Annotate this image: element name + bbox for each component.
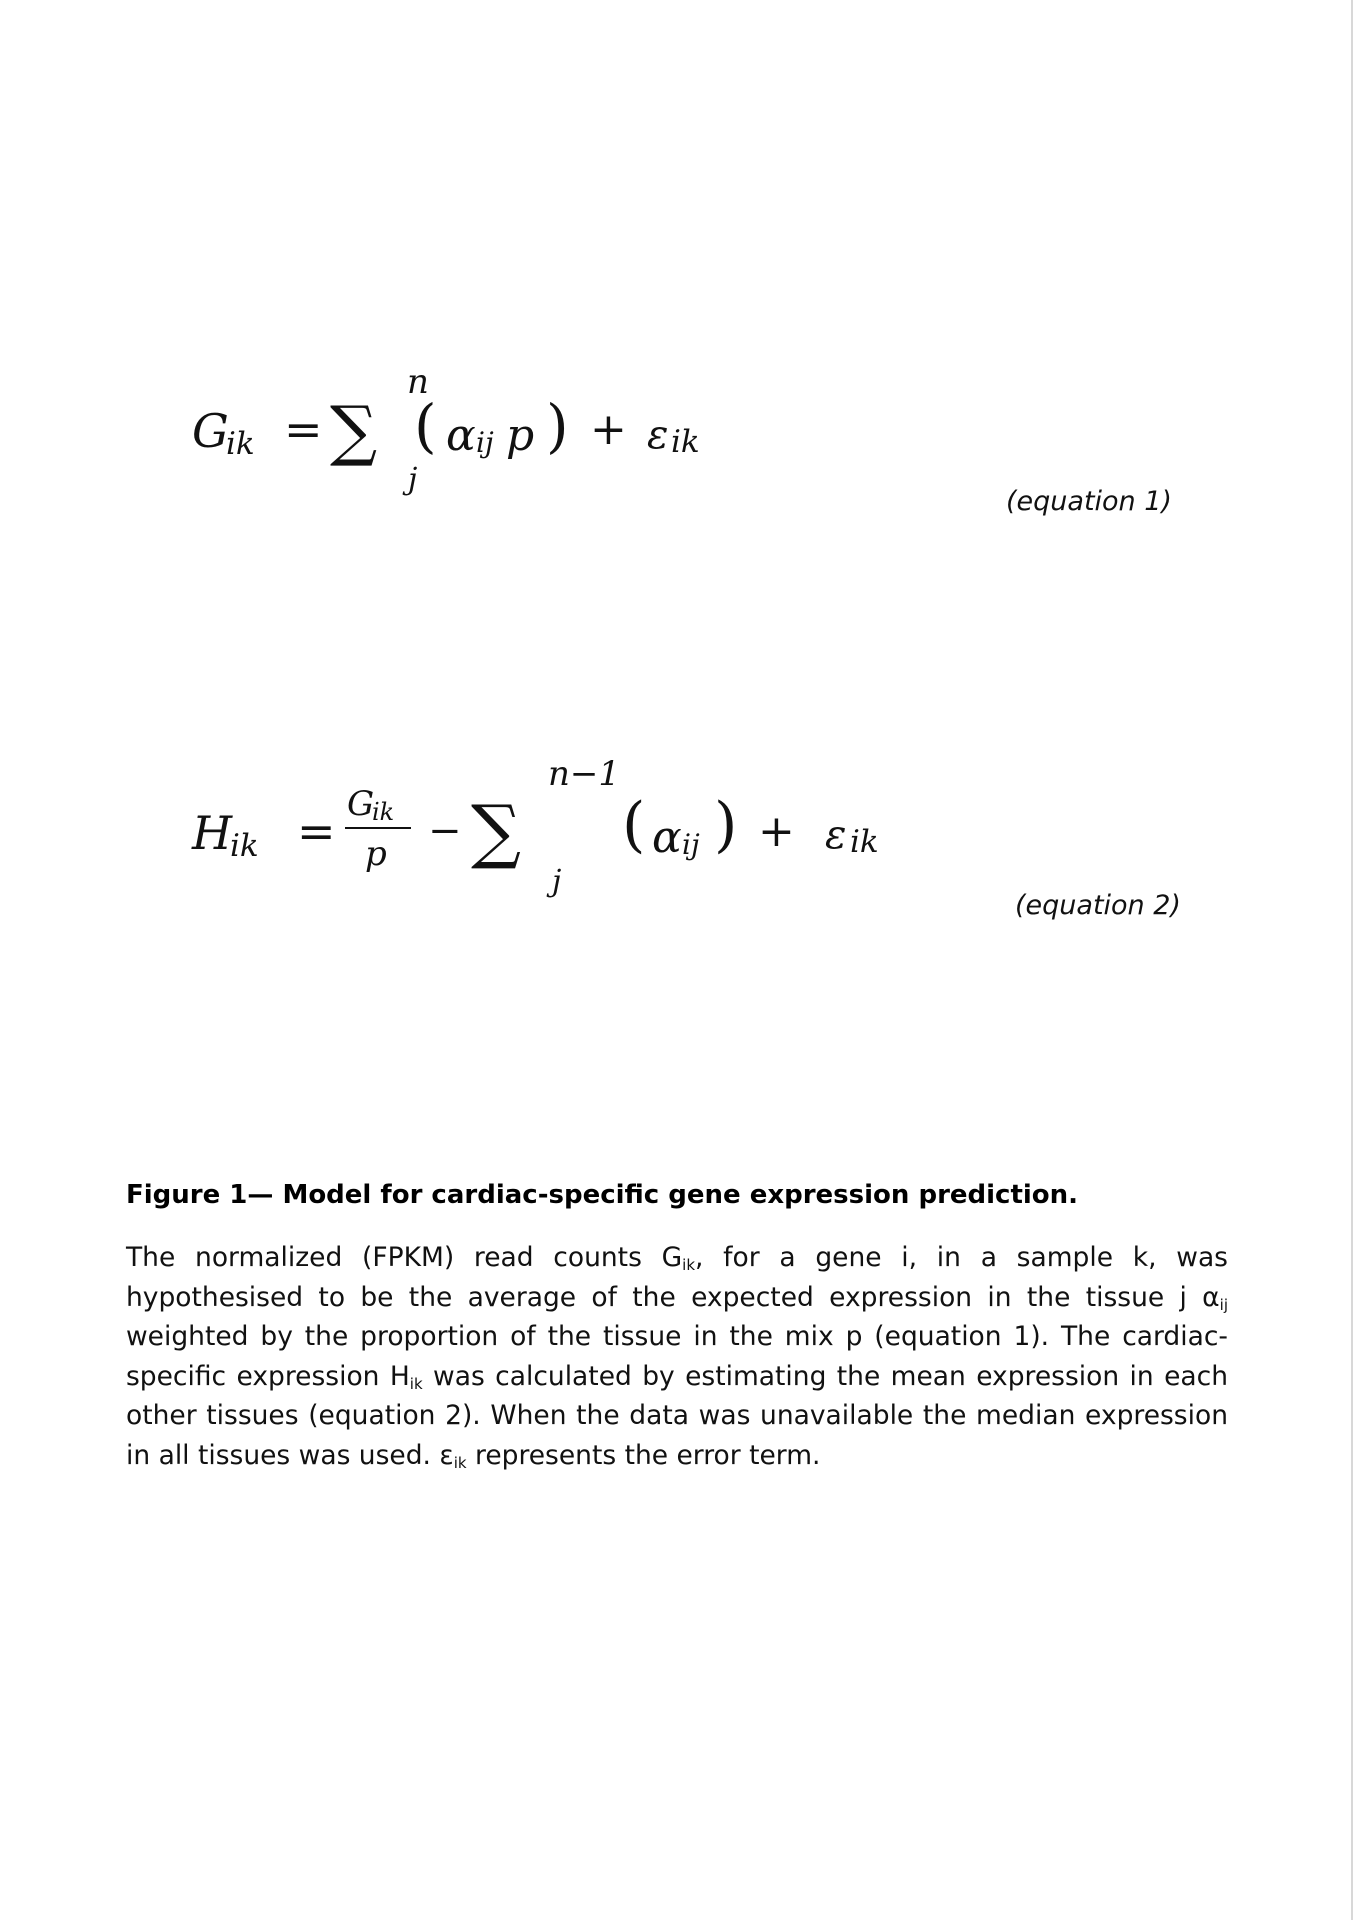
eq2-sum-lower: j: [552, 864, 562, 899]
figure-caption-body: [126, 1238, 1228, 1476]
eq1-alpha: α: [446, 410, 476, 461]
caption-subscript-gik: ik: [682, 1256, 696, 1274]
eq1-lhs-subscript: ik: [226, 426, 255, 462]
equation-1-label: (equation 1): [1006, 486, 1172, 517]
eq2-open-paren: (: [622, 790, 646, 860]
caption-subscript-eik: ik: [453, 1453, 467, 1472]
eq1-open-paren: (: [414, 392, 437, 460]
eq2-lhs-subscript: ik: [230, 828, 259, 864]
caption-text-5: represents the error term.: [466, 1439, 821, 1471]
eq1-epsilon-subscript: ik: [671, 424, 700, 460]
eq1-lhs: G: [192, 404, 229, 458]
eq1-close-paren: ): [546, 392, 569, 460]
eq2-fraction-bar: [345, 827, 411, 829]
eq2-minus: −: [428, 808, 462, 854]
equation-2-label: (equation 2): [1015, 890, 1181, 921]
eq2-sum-upper: n−1: [548, 754, 621, 794]
eq1-sum-lower: j: [408, 462, 418, 497]
eq2-plus: +: [758, 806, 795, 857]
eq2-lhs: H: [192, 806, 233, 860]
eq2-fraction-numerator: G: [347, 784, 375, 824]
eq1-sum-symbol: ∑: [330, 392, 378, 469]
eq1-sum-upper: n: [407, 362, 429, 402]
caption-text-4: was calculated by estimating the mean expression in each other tissues (equation 2). When the data was unavailable the median expression in all tissues was used. ε: [126, 1360, 1229, 1471]
eq2-fraction-denominator: p: [365, 834, 387, 874]
eq1-alpha-subscript: ij: [476, 426, 494, 459]
eq2-alpha-subscript: ij: [682, 828, 700, 861]
caption-text-1: The normalized (FPKM) read counts G: [126, 1242, 683, 1273]
eq1-p: p: [506, 410, 535, 461]
figure-caption-title: Figure 1— Model for cardiac-specific gene expression prediction.: [126, 1180, 1079, 1210]
eq1-equals: =: [284, 402, 323, 456]
eq2-close-paren: ): [714, 790, 738, 860]
eq2-fraction-numerator-subscript: ik: [372, 798, 395, 826]
caption-subscript-aij: ij: [1219, 1295, 1228, 1314]
caption-text-2: , for a gene i, in a sample k, was hypothesised to be the average of the expected expression in the tissue j α: [126, 1242, 1228, 1313]
eq2-epsilon-subscript: ik: [850, 824, 879, 860]
eq1-epsilon: ε: [647, 412, 669, 458]
eq2-alpha: α: [652, 812, 682, 863]
eq2-epsilon: ε: [825, 812, 847, 858]
eq2-sum-symbol: ∑: [471, 790, 521, 872]
caption-subscript-hik: ik: [409, 1374, 423, 1393]
eq2-equals: =: [297, 804, 336, 858]
eq1-plus: +: [590, 404, 627, 455]
caption-text-3: weighted by the proportion of the tissue in the mix p (equation 1). The cardiac-specific expression H: [126, 1321, 1228, 1392]
